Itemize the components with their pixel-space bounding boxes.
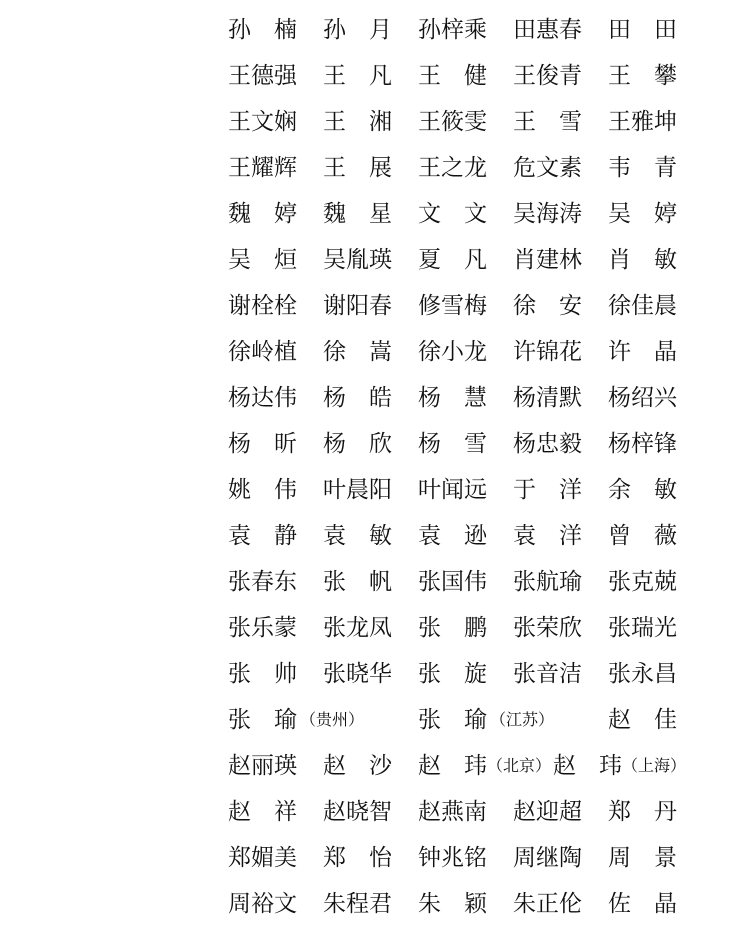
name-row <box>228 381 708 415</box>
name-cell: 张国伟 <box>418 569 487 595</box>
name-cell: 赵 佳 <box>608 707 677 733</box>
name-cell: 王德强 <box>228 63 297 89</box>
name-cell: 于 洋 <box>513 477 582 503</box>
name-cell: 徐佳晨 <box>608 293 677 319</box>
name-cell: 郑 丹 <box>608 799 677 825</box>
name-cell: 杨 欣 <box>323 431 392 457</box>
name-row <box>228 841 708 875</box>
name-cell: 王 攀 <box>608 63 677 89</box>
name-cell: 杨 慧 <box>418 385 487 411</box>
name-row <box>228 13 708 47</box>
name-cell: 王雅坤 <box>608 109 677 135</box>
name-cell: 张 帅 <box>228 661 297 687</box>
name-cell: 孙 楠 <box>228 17 297 43</box>
name-row <box>228 795 708 829</box>
name-cell: 王 湘 <box>323 109 392 135</box>
name-cell: 吴 婷 <box>608 201 677 227</box>
name-cell: 张永昌 <box>608 661 677 687</box>
region-note: （贵州） <box>300 710 365 729</box>
name-cell: 朱 颖 <box>418 891 487 917</box>
region-note: （江苏） <box>490 710 555 729</box>
name-row <box>228 243 708 277</box>
name-row <box>228 427 708 461</box>
name-cell: 吴海涛 <box>513 201 582 227</box>
name-cell: 王 健 <box>418 63 487 89</box>
name-cell: 张春东 <box>228 569 297 595</box>
name-cell: 危文素 <box>513 155 582 181</box>
name-cell: 袁 静 <box>228 523 297 549</box>
name-cell: 张荣欣 <box>513 615 582 641</box>
name-cell: 王之龙 <box>418 155 487 181</box>
name-cell: 杨 雪 <box>418 431 487 457</box>
name-cell: 郑 怡 <box>323 845 392 871</box>
name-cell: 周继陶 <box>513 845 582 871</box>
name-cell: 钟兆铭 <box>418 845 487 871</box>
name-cell: 叶闻远 <box>418 477 487 503</box>
name-cell: 杨忠毅 <box>513 431 582 457</box>
name-cell: 赵 祥 <box>228 799 297 825</box>
name-cell: 张 旋 <box>418 661 487 687</box>
name-cell: 袁 洋 <box>513 523 582 549</box>
name-cell: 张龙凤 <box>323 615 392 641</box>
name-cell: 杨 皓 <box>323 385 392 411</box>
name-cell: 郑媚美 <box>228 845 297 871</box>
name-cell: 夏 凡 <box>418 247 487 273</box>
name-cell: 许 晶 <box>608 339 677 365</box>
name-row <box>228 565 708 599</box>
name-cell: 许锦花 <box>513 339 582 365</box>
name-cell: 徐 安 <box>513 293 582 319</box>
name-row <box>228 519 708 553</box>
name-cell: 杨 昕 <box>228 431 297 457</box>
name-cell: 谢阳春 <box>323 293 392 319</box>
name-cell: 袁 逊 <box>418 523 487 549</box>
name-cell: 孙梓乘 <box>418 17 487 43</box>
name-cell: 朱正伦 <box>513 891 582 917</box>
name-cell: 王筱雯 <box>418 109 487 135</box>
name-row <box>228 657 708 691</box>
name-cell: 魏 婷 <box>228 201 297 227</box>
name-cell: 张 帆 <box>323 569 392 595</box>
name-cell: 曾 薇 <box>608 523 677 549</box>
name-cell: 赵 沙 <box>323 753 392 779</box>
name-cell: 肖 敏 <box>608 247 677 273</box>
name-cell: 张晓华 <box>323 661 392 687</box>
name-cell: 王俊青 <box>513 63 582 89</box>
name-cell: 徐岭植 <box>228 339 297 365</box>
name-cell: 姚 伟 <box>228 477 297 503</box>
name-cell: 张乐蒙 <box>228 615 297 641</box>
name-cell: 赵迎超 <box>513 799 582 825</box>
name-row <box>228 151 708 185</box>
region-note: （上海） <box>622 756 687 775</box>
name-cell: 张瑞光 <box>608 615 677 641</box>
name-cell: 谢栓栓 <box>228 293 297 319</box>
name-cell: 张音洁 <box>513 661 582 687</box>
name-cell: 杨绍兴 <box>608 385 677 411</box>
name-row <box>228 197 708 231</box>
name-cell: 张航瑜 <box>513 569 582 595</box>
name-row <box>228 335 708 369</box>
name-row <box>228 289 708 323</box>
name-row <box>228 105 708 139</box>
name-cell: 赵丽瑛 <box>228 753 297 779</box>
name-cell: 杨达伟 <box>228 385 297 411</box>
name-cell: 赵晓智 <box>323 799 392 825</box>
name-row <box>228 749 708 783</box>
name-cell: 王 雪 <box>513 109 582 135</box>
name-cell: 王耀辉 <box>228 155 297 181</box>
name-row <box>228 887 708 921</box>
name-cell: 叶晨阳 <box>323 477 392 503</box>
name-cell: 张克兢 <box>608 569 677 595</box>
name-cell: 赵燕南 <box>418 799 487 825</box>
name-cell: 徐 嵩 <box>323 339 392 365</box>
region-note: （北京） <box>487 756 552 775</box>
name-cell: 王 展 <box>323 155 392 181</box>
name-cell: 杨清默 <box>513 385 582 411</box>
name-cell: 佐 晶 <box>608 891 677 917</box>
name-cell: 袁 敏 <box>323 523 392 549</box>
name-row <box>228 59 708 93</box>
name-cell: 赵 玮 <box>553 753 622 779</box>
name-cell: 朱程君 <box>323 891 392 917</box>
name-row <box>228 611 708 645</box>
name-cell: 张 鹏 <box>418 615 487 641</box>
name-cell: 周裕文 <box>228 891 297 917</box>
name-cell: 赵 玮 <box>418 753 487 779</box>
name-cell: 魏 星 <box>323 201 392 227</box>
name-cell: 田惠春 <box>513 17 582 43</box>
name-cell: 张 瑜 <box>228 707 297 733</box>
name-cell: 文 文 <box>418 201 487 227</box>
name-cell: 余 敏 <box>608 477 677 503</box>
name-cell: 孙 月 <box>323 17 392 43</box>
name-cell: 杨梓锋 <box>608 431 677 457</box>
name-cell: 王 凡 <box>323 63 392 89</box>
name-row <box>228 473 708 507</box>
name-cell: 王文娴 <box>228 109 297 135</box>
name-cell: 韦 青 <box>608 155 677 181</box>
name-cell: 吴胤瑛 <box>323 247 392 273</box>
name-cell: 田 田 <box>608 17 677 43</box>
name-cell: 吴 烜 <box>228 247 297 273</box>
name-cell: 修雪梅 <box>418 293 487 319</box>
name-cell: 张 瑜 <box>418 707 487 733</box>
name-cell: 徐小龙 <box>418 339 487 365</box>
name-row <box>228 703 708 737</box>
name-cell: 肖建林 <box>513 247 582 273</box>
name-cell: 周 景 <box>608 845 677 871</box>
